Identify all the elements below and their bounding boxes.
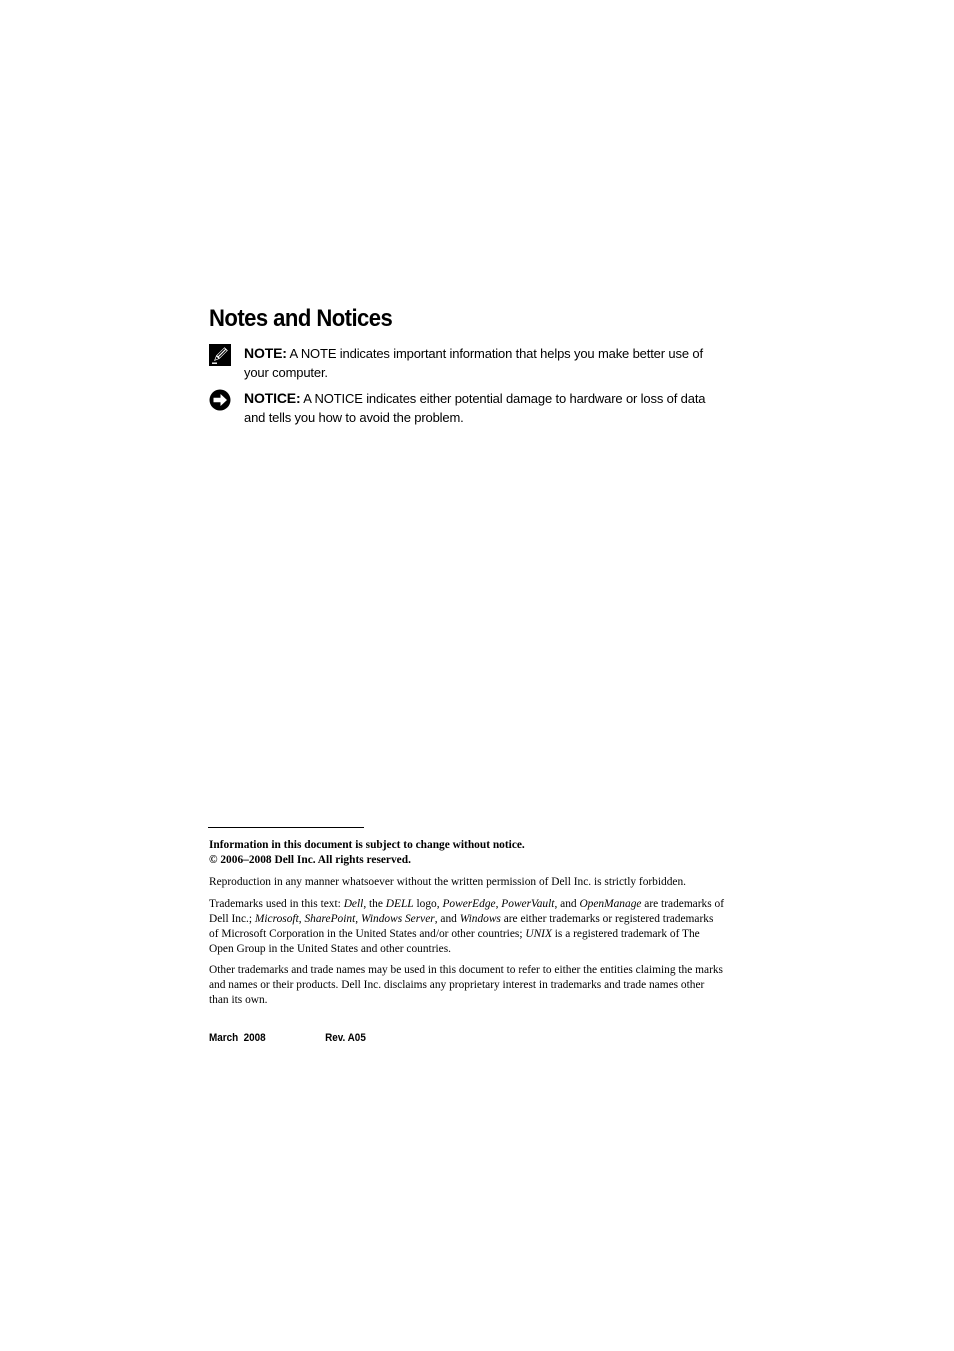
- arrow-notice-icon: [209, 389, 233, 413]
- footer-date: March 2008: [209, 1032, 266, 1044]
- tm-windows-server: Windows Server: [361, 913, 435, 925]
- tm-dell-logo: DELL: [385, 898, 414, 910]
- footnote-divider: [208, 827, 364, 828]
- tm-windows: Windows: [459, 913, 501, 925]
- tm-text: are either trademarks or registered trademarks of Microsoft Corporation in the United States and/or other countries;: [209, 913, 714, 940]
- notice-label: NOTICE:: [244, 390, 301, 406]
- change-notice: [209, 838, 725, 868]
- page-title: Notes and Notices: [209, 305, 393, 332]
- tm-dell: Dell: [343, 898, 364, 910]
- tm-text: ,: [298, 913, 305, 925]
- reproduction-notice: Reproduction in any manner whatsoever without the written permission of Dell Inc. is strictly forbidden.: [209, 876, 687, 888]
- pencil-note-icon: [209, 344, 233, 368]
- note-label: NOTE:: [244, 345, 287, 361]
- note-admonition: [209, 344, 719, 382]
- tm-text: ,: [355, 913, 361, 925]
- tm-text: , the: [363, 898, 386, 910]
- tm-text: are trademarks of Dell Inc.;: [209, 898, 724, 925]
- note-body: A NOTE indicates important information that helps you make better use of your computer.: [244, 346, 703, 380]
- tm-poweredge: PowerEdge: [442, 898, 496, 910]
- tm-unix: UNIX: [525, 928, 552, 940]
- footer: [209, 1032, 366, 1044]
- tm-text: Trademarks used in this text:: [209, 898, 344, 910]
- tm-text: , and: [554, 898, 580, 910]
- tm-text: , and: [434, 913, 460, 925]
- other-trademarks-notice: Other trademarks and trade names may be used in this document to refer to either the entities claiming the marks and names or their products. Dell Inc. disclaims any proprietary interest in trademarks and trade names other than its own.: [209, 964, 723, 1006]
- footer-revision: Rev. A05: [325, 1032, 366, 1044]
- notice-admonition: [209, 389, 719, 427]
- tm-powervault: PowerVault: [501, 898, 555, 910]
- tm-text: logo,: [413, 898, 443, 910]
- notice-text: [244, 389, 724, 427]
- tm-sharepoint: SharePoint: [304, 913, 356, 925]
- tm-microsoft: Microsoft: [254, 913, 299, 925]
- tm-text: ,: [495, 898, 502, 910]
- notice-body: A NOTICE indicates either potential damage to hardware or loss of data and tells you how to avoid the problem.: [244, 391, 706, 425]
- info-line: Information in this document is subject to change without notice.: [209, 839, 525, 851]
- note-text: [244, 344, 724, 382]
- trademarks-notice: [209, 897, 725, 957]
- tm-openmanage: OpenManage: [579, 898, 642, 910]
- copyright-line: © 2006–2008 Dell Inc. All rights reserved.: [209, 854, 411, 866]
- tm-text: is a registered trademark of The Open Group in the United States and other countries.: [209, 928, 700, 955]
